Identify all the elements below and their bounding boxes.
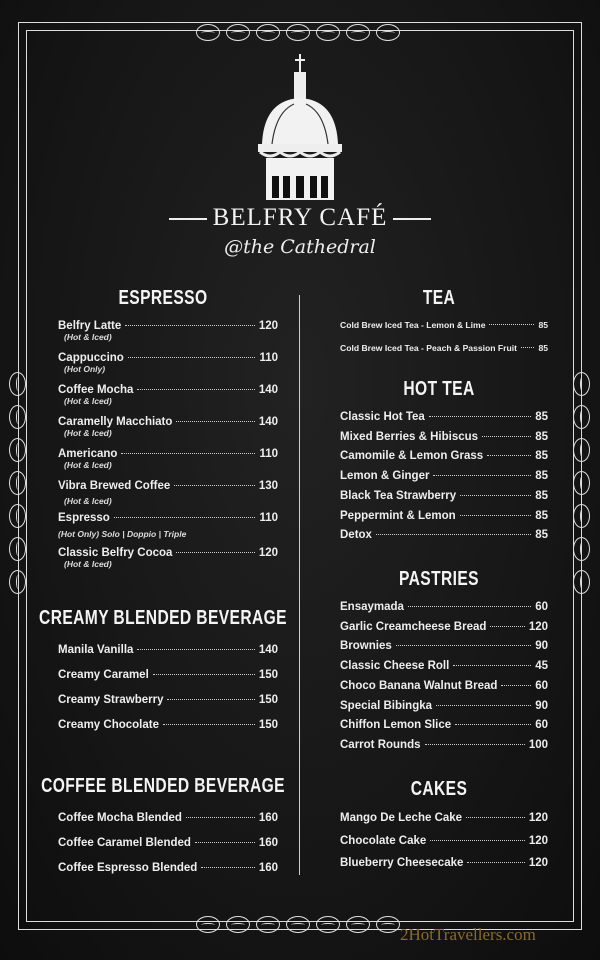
item-price: 140 [258,416,278,428]
menu-item-line [340,470,548,482]
item-price: 85 [535,509,548,522]
coffee-bean-icon [573,405,590,429]
coffee-bean-icon [9,372,26,396]
dot-leader [174,485,255,486]
dot-leader [121,453,255,454]
dot-leader [467,862,524,863]
section-heading-text: PASTRIES [399,568,479,590]
menu-item [340,700,548,712]
item-name: Black Tea Strawberry [340,489,457,502]
item-name: Camomile & Lemon Grass [340,450,484,463]
coffee-bean-icon [573,537,590,561]
item-price: 60 [535,719,548,732]
menu-item [340,431,548,443]
dot-leader [128,357,256,358]
item-price: 150 [258,694,278,706]
menu-item [340,510,548,522]
menu-item [340,719,548,731]
menu-item-line [340,621,548,633]
coffee-bean-icon [573,570,590,594]
cafe-subtitle: @the Cathedral [224,236,376,258]
top-bean-row [196,24,400,41]
menu-item-line [340,411,548,423]
menu-item-line [58,719,278,731]
menu-item [340,680,548,692]
bottom-bean-row [196,916,400,933]
item-price: 60 [535,679,548,692]
menu-item-line [58,320,278,332]
item-note: (Hot & Iced) [64,428,112,438]
menu-item-line [340,680,548,692]
menu-item-line [58,512,278,524]
menu-item [58,320,278,342]
menu-item-line [340,343,548,353]
item-price: 85 [535,430,548,443]
left-bean-column [9,372,26,594]
item-name: Espresso [58,512,110,524]
coffee-bean-icon [376,24,400,41]
dot-leader [460,495,531,496]
item-name: Garlic Creamcheese Bread [340,620,487,633]
coffee-bean-icon [196,24,220,41]
item-name: Cold Brew Iced Tea - Lemon & Lime [340,320,486,330]
dot-leader [137,389,254,390]
menu-item [58,719,278,731]
dot-leader [453,665,531,666]
item-price: 85 [535,529,548,542]
item-price: 120 [528,620,548,633]
cafe-name: BELFRY CAFÉ [212,204,388,231]
menu-item [340,601,548,613]
menu-item [58,448,278,470]
menu-item [340,835,548,847]
right-bean-column [573,372,590,594]
menu-item-line [340,739,548,751]
item-price: 85 [535,489,548,502]
item-name: Americano [58,448,118,460]
item-note: (Hot Only) [64,364,106,374]
menu-item-line [58,448,278,460]
item-price: 85 [535,470,548,483]
item-price: 110 [259,448,278,460]
item-name: Coffee Mocha Blended [58,812,182,824]
menu-item [340,411,548,423]
dot-leader [466,817,525,818]
section-heading-text: ESPRESSO [118,287,208,309]
dot-leader [186,817,255,818]
item-price: 140 [258,384,278,396]
menu-item-line [340,450,548,462]
dot-leader [376,534,531,535]
item-price: 60 [535,601,548,613]
menu-item [58,644,278,656]
menu-item-line [340,510,548,522]
item-name: Caramelly Macchiato [58,416,173,428]
coffee-bean-icon [256,916,280,933]
menu-item [58,669,278,681]
item-price: 150 [258,669,278,681]
item-name: Coffee Mocha [58,384,134,396]
menu-item-line [58,352,278,364]
item-name: Mixed Berries & Hibiscus [340,430,479,443]
item-price: 120 [258,320,278,332]
item-name: Carrot Rounds [340,738,421,751]
item-note: (Hot & Iced) [64,460,112,470]
item-name: Classic Belfry Cocoa [58,547,173,559]
section-heading [346,777,532,801]
item-name: Detox [340,529,372,542]
menu-item-line [340,660,548,672]
section-heading [41,774,285,798]
item-price: 120 [528,857,548,869]
dot-leader [396,645,531,646]
column-divider [299,295,300,875]
item-name: Mango De Leche Cake [340,812,463,824]
dot-leader [195,842,255,843]
dot-leader [460,515,532,516]
item-name: Coffee Espresso Blended [58,862,198,874]
section-heading-text: COFFEE BLENDED BEVERAGE [41,775,285,797]
menu-item [340,739,548,751]
menu-item [340,490,548,502]
item-note: (Hot & Iced) [64,332,112,342]
menu-item-line [58,480,278,492]
section-heading [39,606,287,630]
dot-leader [125,325,255,326]
item-name: Chiffon Lemon Slice [340,719,452,732]
menu-item [58,384,278,406]
item-name: Creamy Strawberry [58,694,164,706]
menu-item [340,470,548,482]
dot-leader [137,649,254,650]
menu-item-line [58,669,278,681]
dot-leader [163,724,255,725]
section-heading-text: CREAMY BLENDED BEVERAGE [39,607,287,629]
menu-item-line [58,547,278,559]
menu-item-line [340,812,548,824]
item-name: Special Bibingka [340,699,433,712]
item-note: (Hot & Iced) [64,559,112,569]
item-note: (Hot Only) Solo | Doppio | Triple [58,529,187,539]
item-note: (Hot & Iced) [64,396,112,406]
menu-item [340,320,548,330]
menu-item [340,660,548,672]
menu-item [58,480,278,506]
dot-leader [430,840,525,841]
dot-leader [176,421,254,422]
dot-leader [153,674,255,675]
item-name: Classic Hot Tea [340,411,425,423]
coffee-bean-icon [9,471,26,495]
item-name: Coffee Caramel Blended [58,837,191,849]
item-price: 90 [535,699,548,712]
coffee-bean-icon [573,471,590,495]
menu-item-line [340,857,548,869]
item-price: 110 [259,352,278,364]
item-price: 140 [258,644,278,656]
dot-leader [429,416,531,417]
coffee-bean-icon [9,570,26,594]
watermark: 2HotTravellers.com [400,925,536,944]
item-name: Blueberry Cheesecake [340,857,464,869]
menu-item [340,450,548,462]
coffee-bean-icon [316,916,340,933]
coffee-bean-icon [573,504,590,528]
item-name: Lemon & Ginger [340,470,430,483]
menu-item-line [340,431,548,443]
menu-item-line [58,862,278,874]
menu-item-line [340,529,548,541]
coffee-bean-icon [376,916,400,933]
coffee-bean-icon [9,504,26,528]
coffee-bean-icon [9,405,26,429]
dot-leader [114,517,256,518]
dot-leader [436,705,531,706]
menu-item [58,694,278,706]
dot-leader [482,436,531,437]
coffee-bean-icon [9,438,26,462]
item-price: 120 [258,547,278,559]
menu-item-line [340,719,548,731]
item-price: 85 [535,411,548,423]
menu-item [58,547,278,569]
item-price: 110 [259,512,278,524]
coffee-bean-icon [346,916,370,933]
item-price: 120 [528,812,548,824]
menu-item [58,812,278,824]
menu-item-line [58,416,278,428]
item-price: 130 [258,480,278,492]
item-name: Chocolate Cake [340,834,427,847]
coffee-bean-icon [573,372,590,396]
dot-leader [521,347,534,348]
dot-leader [490,626,524,627]
item-name: Peppermint & Lemon [340,509,456,522]
menu-item-line [58,837,278,849]
item-price: 45 [535,660,548,673]
menu-item-line [340,601,548,613]
dot-leader [455,724,531,725]
dot-leader [167,699,254,700]
item-price: 100 [528,738,548,751]
item-name: Creamy Caramel [58,669,149,681]
item-name: Ensaymada [340,601,404,613]
menu-item-line [340,700,548,712]
item-note: (Hot & Iced) [64,496,112,506]
dot-leader [408,606,531,607]
coffee-bean-icon [286,24,310,41]
section-heading [66,286,261,310]
dot-leader [176,552,254,553]
menu-item-line [340,640,548,652]
item-name: Manila Vanilla [58,644,134,656]
item-name: Creamy Chocolate [58,719,159,731]
dot-leader [489,324,534,325]
menu-item [340,640,548,652]
dot-leader [201,867,254,868]
coffee-bean-icon [573,438,590,462]
coffee-bean-icon [196,916,220,933]
coffee-bean-icon [226,916,250,933]
section-heading-text: HOT TEA [403,378,475,400]
item-price: 85 [538,320,548,330]
menu-item [58,862,278,874]
menu-item-line [58,644,278,656]
section-heading [346,286,532,310]
menu-item [340,812,548,824]
item-name: Classic Cheese Roll [340,660,450,673]
coffee-bean-icon [256,24,280,41]
section-heading-text: TEA [422,287,456,309]
item-price: 85 [535,450,548,463]
section-heading [346,377,532,401]
menu-item [58,837,278,849]
coffee-bean-icon [316,24,340,41]
item-price: 160 [258,812,278,824]
item-price: 160 [258,837,278,849]
item-price: 85 [538,343,548,353]
coffee-bean-icon [286,916,310,933]
coffee-bean-icon [226,24,250,41]
cafe-title [0,203,600,232]
section-heading-text: CAKES [410,778,468,800]
menu-item [340,343,548,353]
menu-item-line [340,835,548,847]
menu-item [58,352,278,374]
menu-item [340,857,548,869]
item-price: 160 [258,862,278,874]
menu-item-line [58,384,278,396]
menu-item [58,512,278,539]
item-name: Cold Brew Iced Tea - Peach & Passion Fruit [340,343,518,353]
coffee-bean-icon [346,24,370,41]
dot-leader [501,685,531,686]
cathedral-dome-logo [250,52,350,202]
dot-leader [487,455,531,456]
item-name: Belfry Latte [58,320,122,332]
coffee-bean-icon [9,537,26,561]
menu-item [340,621,548,633]
menu-item [58,416,278,438]
dot-leader [433,475,531,476]
item-price: 120 [528,834,548,847]
dot-leader [425,744,525,745]
menu-item-line [58,694,278,706]
item-name: Cappuccino [58,352,124,364]
item-name: Brownies [340,640,392,653]
menu-item-line [340,490,548,502]
item-name: Choco Banana Walnut Bread [340,679,498,692]
item-price: 90 [535,640,548,653]
menu-item-line [340,320,548,330]
item-price: 150 [258,719,278,731]
menu-item-line [58,812,278,824]
item-name: Vibra Brewed Coffee [58,480,171,492]
menu-item [340,529,548,541]
section-heading [346,567,532,591]
